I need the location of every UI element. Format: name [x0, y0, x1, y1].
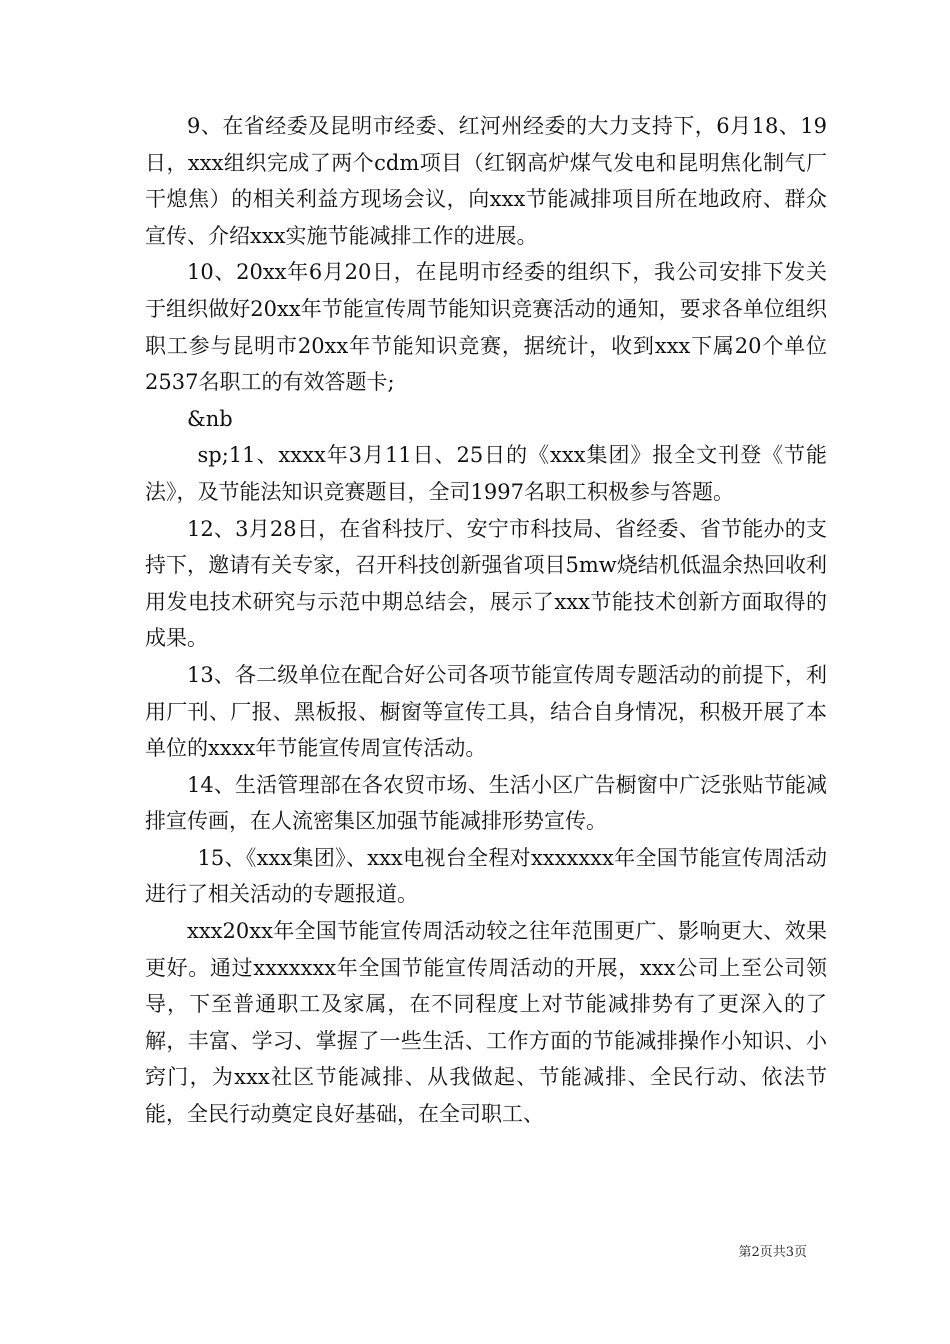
- paragraph-item-13: 13、各二级单位在配合好公司各项节能宣传周专题活动的前提下，利用厂刊、厂报、黑板报、橱窗等宣传工具，结合自身情况，积极开展了本单位的xxxx年节能宣传周宣传活动。: [145, 662, 827, 761]
- paragraph-item-15: 15、《xxx集团》、xxx电视台全程对xxxxxxx年全国节能宣传周活动进行了相关活动的专题报道。: [145, 845, 827, 907]
- page-number-footer: 第2页共3页: [738, 1245, 807, 1260]
- paragraph-summary: xxx20xx年全国节能宣传周活动较之往年范围更广、影响更大、效果更好。通过xxxxxxx年全国节能宣传周活动的开展，xxx公司上至公司领导，下至普通职工及家属，在不同程度上对节能减排势有了更深入的了解，丰富、学习、掌握了一些生活、工作方面的节能减排操作小知识、小窍门，为xxx社区节能减排、从我做起、节能减排、全民行动、依法节能，全民行动奠定良好基础，在全司职工、: [145, 919, 827, 1127]
- paragraph-fragment-nb: &nb: [187, 406, 233, 431]
- paragraph-item-10: 10、20xx年6月20日，在昆明市经委的组织下，我公司安排下发关于组织做好20xx年节能宣传周节能知识竞赛活动的通知，要求各单位组织职工参与昆明市20xx年节能知识竞赛，据统计，收到xxx下属20个单位2537名职工的有效答题卡;: [145, 260, 827, 395]
- paragraph-item-11: sp;11、xxxx年3月11日、25日的《xxx集团》报全文刊登《节能法》，及节能法知识竞赛题目，全司1997名职工积极参与答题。: [145, 443, 827, 504]
- document-body: [145, 108, 827, 1133]
- paragraph-item-9: 9、在省经委及昆明市经委、红河州经委的大力支持下，6月18、19日，xxx组织完成了两个cdm项目（红钢高炉煤气发电和昆明焦化制气厂干熄焦）的相关利益方现场会议，向xxx节能减排项目所在地政府、群众宣传、介绍xxx实施节能减排工作的进展。: [145, 114, 827, 248]
- paragraph-item-12: 12、3月28日，在省科技厅、安宁市科技局、省经委、省节能办的支持下，邀请有关专家，召开科技创新强省项目5mw烧结机低温余热回收利用发电技术研究与示范中期总结会，展示了xxx节能技术创新方面取得的成果。: [145, 516, 827, 651]
- paragraph-item-14: 14、生活管理部在各农贸市场、生活小区广告橱窗中广泛张贴节能减排宣传画，在人流密集区加强节能减排形势宣传。: [145, 772, 827, 834]
